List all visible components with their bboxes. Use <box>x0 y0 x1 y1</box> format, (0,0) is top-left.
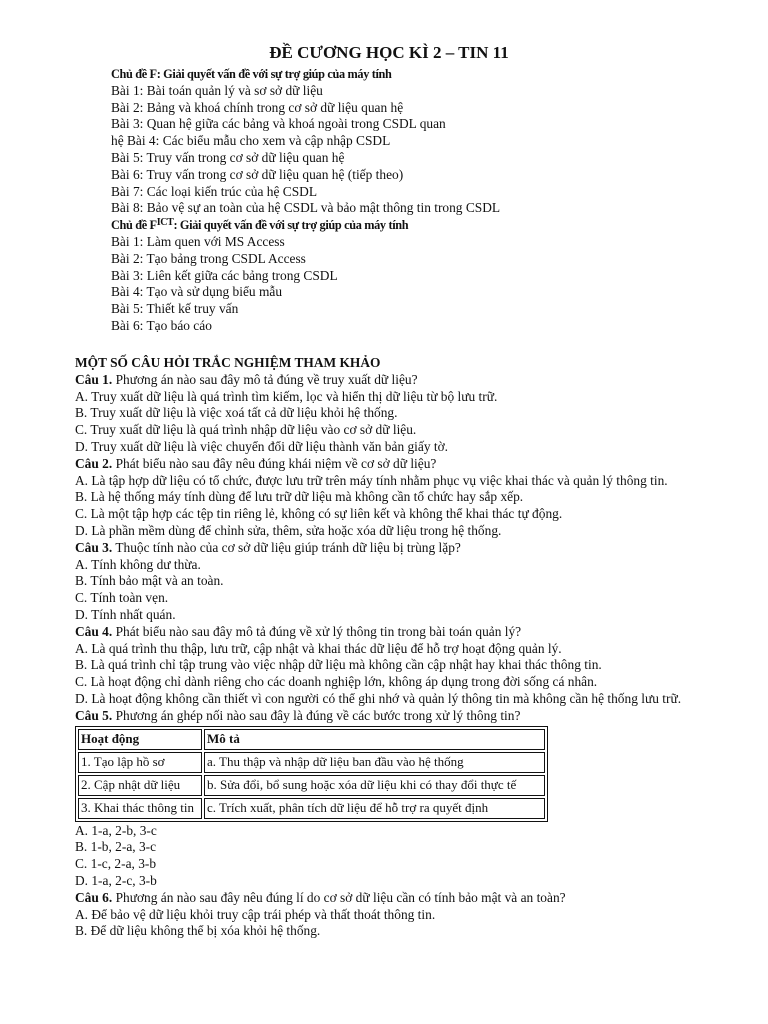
topic-f-heading: Chủ đề F: Giải quyết vấn đề với sự trợ giúp của máy tính <box>111 67 392 81</box>
matching-table <box>75 726 548 822</box>
table-header-cell: Hoạt động <box>78 729 202 750</box>
question-label: Câu 1. <box>75 371 113 387</box>
topics-section <box>111 66 751 335</box>
answer-option: C. Truy xuất dữ liệu là quá trình nhập dữ liệu vào cơ sở dữ liệu. <box>75 422 417 438</box>
question-5 <box>75 708 695 725</box>
question-6 <box>75 890 695 907</box>
table-header-cell: Mô tả <box>204 729 545 750</box>
topic-fict-heading-post: : Giải quyết vấn đề với sự trợ giúp của máy tính <box>173 218 409 233</box>
table-cell: a. Thu thập và nhập dữ liệu ban đầu vào hệ thống <box>204 752 545 773</box>
question-4 <box>75 624 695 641</box>
question-label: Câu 5. <box>75 707 113 723</box>
answer-option: B. Tính bảo mật và an toàn. <box>75 573 224 589</box>
table-cell: 1. Tạo lập hồ sơ <box>78 752 202 773</box>
question-2 <box>75 456 695 473</box>
answer-option: D. Là phần mềm dùng để chỉnh sửa, thêm, sửa hoặc xóa dữ liệu trong hệ thống. <box>75 522 502 538</box>
answer-option: B. Là quá trình chỉ tập trung vào việc nhập dữ liệu mà không cần cập nhật hay khai thác thông tin. <box>75 657 602 673</box>
topic-fict-lesson: Bài 4: Tạo và sử dụng biểu mẫu <box>111 284 283 300</box>
topic-fict-lesson: Bài 3: Liên kết giữa các bảng trong CSDL <box>111 267 338 283</box>
answer-option: A. 1-a, 2-b, 3-c <box>75 822 157 838</box>
question-text: Phương án ghép nối nào sau đây là đúng về các bước trong xử lý thông tin? <box>112 707 521 723</box>
question-label: Câu 2. <box>75 455 113 471</box>
question-3 <box>75 540 695 557</box>
question-label: Câu 6. <box>75 889 113 905</box>
answer-option: D. Tính nhất quán. <box>75 606 176 622</box>
answer-option: D. Truy xuất dữ liệu là việc chuyển đổi dữ liệu thành văn bản giấy tờ. <box>75 438 449 454</box>
answer-option: C. 1-c, 2-a, 3-b <box>75 856 157 872</box>
table-header-row <box>78 729 545 750</box>
quiz-heading: MỘT SỐ CÂU HỎI TRẮC NGHIỆM THAM KHẢO <box>75 355 381 370</box>
answer-option: A. Là quá trình thu thập, lưu trữ, cập nhật và khai thác dữ liệu để hỗ trợ hoạt động quản lý. <box>75 640 562 656</box>
topic-f-lesson: Bài 2: Bảng và khoá chính trong cơ sở dữ liệu quan hệ <box>111 99 404 115</box>
topic-fict-lesson: Bài 5: Thiết kế truy vấn <box>111 301 239 317</box>
quiz-section <box>75 355 695 940</box>
topic-fict-heading <box>111 217 751 234</box>
topic-f-lesson: Bài 1: Bài toán quản lý và sơ sở dữ liệu <box>111 82 323 98</box>
answer-option: B. Truy xuất dữ liệu là việc xoá tất cả dữ liệu khỏi hệ thống. <box>75 405 398 421</box>
topic-f-lesson: Bài 8: Bảo vệ sự an toàn của hệ CSDL và bảo mật thông tin trong CSDL <box>111 200 501 216</box>
question-text: Phát biểu nào sau đây mô tả đúng về xử lý thông tin trong bài toán quản lý? <box>112 623 522 639</box>
topic-f-lesson: Bài 7: Các loại kiến trúc của hệ CSDL <box>111 183 318 199</box>
question-1 <box>75 372 695 389</box>
answer-option: B. Để dữ liệu không thể bị xóa khỏi hệ thống. <box>75 923 321 939</box>
question-text: Phương án nào sau đây nêu đúng lí do cơ sở dữ liệu cần có tính bảo mật và an toàn? <box>112 889 566 905</box>
table-cell: 3. Khai thác thông tin <box>78 798 202 819</box>
topic-f-lesson: Bài 3: Quan hệ giữa các bảng và khoá ngoài trong CSDL quan <box>111 116 446 132</box>
answer-option: A. Truy xuất dữ liệu là quá trình tìm kiếm, lọc và hiển thị dữ liệu từ bộ lưu trữ. <box>75 388 498 404</box>
answer-option: B. 1-b, 2-a, 3-c <box>75 839 157 855</box>
topic-fict-heading-pre: Chủ đề F <box>111 218 157 233</box>
topic-f-lesson: hệ Bài 4: Các biểu mẫu cho xem và cập nhập CSDL <box>111 133 391 149</box>
question-text: Phương án nào sau đây mô tả đúng về truy xuất dữ liệu? <box>112 371 418 387</box>
answer-option: C. Tính toàn vẹn. <box>75 590 169 606</box>
table-row <box>78 752 545 773</box>
question-text: Thuộc tính nào của cơ sở dữ liệu giúp tránh dữ liệu bị trùng lặp? <box>112 539 461 555</box>
topic-f-lesson: Bài 6: Truy vấn trong cơ sở dữ liệu quan hệ (tiếp theo) <box>111 166 404 182</box>
answer-option: A. Để bảo vệ dữ liệu khỏi truy cập trái phép và thất thoát thông tin. <box>75 906 436 922</box>
topic-fict-heading-sup: ICT <box>156 217 174 229</box>
question-text: Phát biểu nào sau đây nêu đúng khái niệm về cơ sở dữ liệu? <box>112 455 437 471</box>
answer-option: C. Là hoạt động chỉ dành riêng cho các doanh nghiệp lớn, không áp dụng trong đời sống cá nhân. <box>75 674 598 690</box>
answer-option: D. Là hoạt động không cần thiết vì con người có thể ghi nhớ và quản lý thông tin mà không cần hệ thống lưu trữ. <box>75 690 682 706</box>
question-label: Câu 3. <box>75 539 113 555</box>
answer-option: D. 1-a, 2-c, 3-b <box>75 872 157 888</box>
table-cell: 2. Cập nhật dữ liệu <box>78 775 202 796</box>
answer-option: B. Là hệ thống máy tính dùng để lưu trữ dữ liệu mà không cần tổ chức hay sắp xếp. <box>75 489 524 505</box>
question-label: Câu 4. <box>75 623 113 639</box>
table-cell: c. Trích xuất, phân tích dữ liệu để hỗ trợ ra quyết định <box>204 798 545 819</box>
topic-f-lesson: Bài 5: Truy vấn trong cơ sở dữ liệu quan hệ <box>111 149 345 165</box>
table-row <box>78 798 545 819</box>
topic-fict-lesson: Bài 1: Làm quen với MS Access <box>111 233 285 249</box>
table-row <box>78 775 545 796</box>
table-cell: b. Sửa đổi, bổ sung hoặc xóa dữ liệu khi có thay đổi thực tế <box>204 775 545 796</box>
topic-fict-lesson: Bài 6: Tạo báo cáo <box>111 317 212 333</box>
answer-option: A. Tính không dư thừa. <box>75 556 201 572</box>
document-title: ĐỀ CƯƠNG HỌC KÌ 2 – TIN 11 <box>269 43 509 62</box>
answer-option: C. Là một tập hợp các tệp tin riêng lẻ, không có sự liên kết và không thể khai thác tự động. <box>75 506 563 522</box>
answer-option: A. Là tập hợp dữ liệu có tổ chức, được lưu trữ trên máy tính nhằm phục vụ việc khai thác và quản lý thông tin. <box>75 472 668 488</box>
topic-fict-lesson: Bài 2: Tạo bảng trong CSDL Access <box>111 250 306 266</box>
